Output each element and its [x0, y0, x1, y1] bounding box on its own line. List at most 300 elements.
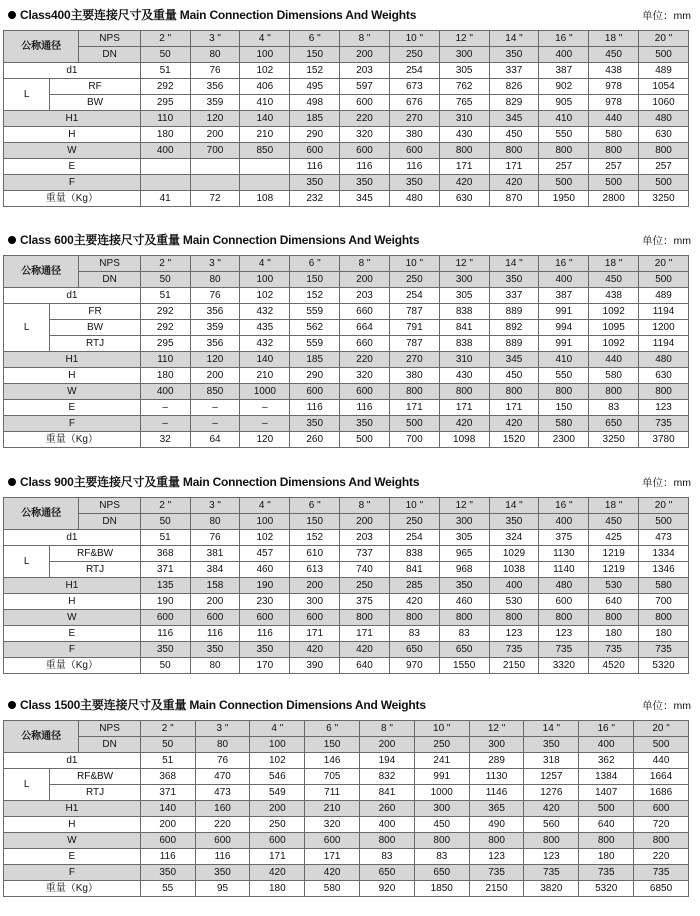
dim-value: 80	[190, 658, 240, 674]
l-value: 384	[190, 562, 240, 578]
dn-value: 250	[414, 737, 469, 753]
l-label: L	[4, 304, 50, 352]
d1-value: 152	[290, 63, 340, 79]
dim-row	[4, 594, 689, 610]
dim-value: 2300	[539, 432, 589, 448]
unit-label: 单位：mm	[642, 700, 691, 712]
dim-value: 171	[305, 849, 360, 865]
dim-value: 171	[439, 400, 489, 416]
dim-value: –	[240, 416, 290, 432]
dim-value: 430	[439, 127, 489, 143]
dim-value: 1850	[414, 881, 469, 897]
dim-value: 500	[589, 175, 639, 191]
dim-value: 920	[360, 881, 415, 897]
dim-value: 116	[290, 159, 340, 175]
d1-value: 473	[639, 530, 689, 546]
nps-value: 10 "	[389, 498, 439, 514]
l-value: 498	[290, 95, 340, 111]
dim-value: 800	[389, 610, 439, 626]
d1-value: 362	[579, 753, 634, 769]
dim-value: 270	[389, 352, 439, 368]
dim-row	[4, 833, 689, 849]
dim-value: 116	[340, 400, 390, 416]
nps-value: 4 "	[240, 256, 290, 272]
dim-value: 420	[439, 175, 489, 191]
dn-value: 300	[439, 272, 489, 288]
l-label: L	[4, 769, 50, 801]
dim-value: 5320	[579, 881, 634, 897]
dn-value: 250	[389, 47, 439, 63]
class-1500-section	[0, 694, 700, 894]
l-value: 292	[140, 304, 190, 320]
l-value: 791	[389, 320, 439, 336]
d1-value: 489	[639, 63, 689, 79]
l-value: 356	[190, 304, 240, 320]
section-title	[8, 696, 426, 713]
dim-value: 600	[389, 143, 439, 159]
dim-value: 200	[190, 127, 240, 143]
dim-value: 600	[634, 801, 689, 817]
dim-value: 285	[389, 578, 439, 594]
dim-value: 116	[240, 626, 290, 642]
l-value: 432	[240, 336, 290, 352]
d1-value: 289	[469, 753, 524, 769]
dn-value: 300	[439, 47, 489, 63]
d1-value: 203	[340, 530, 390, 546]
dim-value: –	[190, 416, 240, 432]
d1-value: 254	[389, 288, 439, 304]
dim-value: 200	[140, 817, 195, 833]
dim-value: 220	[634, 849, 689, 865]
dn-row	[4, 47, 689, 63]
dim-value: 171	[489, 159, 539, 175]
dim-value: 55	[140, 881, 195, 897]
l-value: 991	[539, 336, 589, 352]
nominal-size-header: 公称通径	[4, 721, 79, 753]
dim-value: 320	[340, 127, 390, 143]
dim-value: 83	[414, 849, 469, 865]
d1-value: 152	[290, 288, 340, 304]
dim-value: 350	[290, 416, 340, 432]
dn-value: 200	[340, 272, 390, 288]
dn-value: 450	[589, 514, 639, 530]
dim-value: 220	[195, 817, 250, 833]
dim-label: H	[4, 127, 141, 143]
dim-value: 580	[589, 368, 639, 384]
dim-value: 350	[340, 175, 390, 191]
d1-row	[4, 753, 689, 769]
dim-value: 50	[140, 658, 190, 674]
dn-value: 350	[489, 47, 539, 63]
dim-value: 200	[190, 368, 240, 384]
dim-value: 440	[589, 352, 639, 368]
l-value: 762	[439, 79, 489, 95]
dn-value: 200	[340, 514, 390, 530]
dim-row	[4, 432, 689, 448]
l-value: 965	[439, 546, 489, 562]
dim-value: 970	[389, 658, 439, 674]
l-sub-label: RTJ	[50, 562, 140, 578]
dn-label: DN	[79, 514, 140, 530]
dim-value: 450	[414, 817, 469, 833]
nps-value: 12 "	[469, 721, 524, 737]
dn-value: 250	[389, 514, 439, 530]
dim-value: 180	[140, 127, 190, 143]
dim-label: H1	[4, 352, 141, 368]
class-900-section	[0, 471, 700, 671]
d1-value: 425	[589, 530, 639, 546]
d1-value: 305	[439, 288, 489, 304]
dn-value: 100	[240, 514, 290, 530]
dim-value: 600	[290, 610, 340, 626]
dim-row	[4, 801, 689, 817]
nps-value: 10 "	[389, 256, 439, 272]
l-value: 559	[290, 304, 340, 320]
dim-value: 72	[190, 191, 240, 207]
section-title-text: Class400主要连接尺寸及重量 Main Connection Dimensions And Weights	[20, 8, 417, 22]
l-value: 368	[140, 769, 195, 785]
dim-value: 800	[360, 833, 415, 849]
dim-value: 400	[140, 384, 190, 400]
l-value: 838	[439, 336, 489, 352]
dn-value: 80	[195, 737, 250, 753]
l-label: L	[4, 546, 50, 578]
nominal-size-header: 公称通径	[4, 498, 79, 530]
l-value: 460	[240, 562, 290, 578]
class-600-section	[0, 229, 700, 445]
nps-value: 8 "	[360, 721, 415, 737]
dim-value: 116	[140, 849, 195, 865]
dim-value: 180	[140, 368, 190, 384]
dn-label: DN	[79, 47, 140, 63]
nps-row	[4, 721, 689, 737]
bullet-icon	[8, 478, 16, 486]
dim-value: 800	[589, 143, 639, 159]
dim-value: 700	[389, 432, 439, 448]
dim-value: 257	[639, 159, 689, 175]
dim-value: 320	[305, 817, 360, 833]
nps-value: 2 "	[140, 31, 190, 47]
l-value: 905	[539, 95, 589, 111]
dim-value: 450	[489, 368, 539, 384]
dim-value: 350	[290, 175, 340, 191]
dim-value: 580	[305, 881, 360, 897]
dim-value: –	[140, 416, 190, 432]
dim-value: 800	[524, 833, 579, 849]
l-value: 613	[290, 562, 340, 578]
spec-table	[3, 720, 689, 897]
dn-value: 50	[140, 47, 190, 63]
l-value: 978	[589, 79, 639, 95]
nps-value: 6 "	[290, 31, 340, 47]
dim-value: 140	[140, 801, 195, 817]
l-value: 597	[340, 79, 390, 95]
nps-row	[4, 256, 689, 272]
l-value: 406	[240, 79, 290, 95]
l-value: 473	[195, 785, 250, 801]
l-value: 1219	[589, 562, 639, 578]
dim-value: 580	[639, 578, 689, 594]
l-value: 1334	[639, 546, 689, 562]
dim-value: 600	[290, 143, 340, 159]
dn-value: 200	[360, 737, 415, 753]
dim-value: 95	[195, 881, 250, 897]
l-value: 359	[190, 320, 240, 336]
dim-value: 420	[290, 642, 340, 658]
l-value: 1257	[524, 769, 579, 785]
l-value: 1092	[589, 304, 639, 320]
l-value: 705	[305, 769, 360, 785]
section-title-text: Class 600主要连接尺寸及重量 Main Connection Dimensions And Weights	[20, 233, 420, 247]
dn-value: 400	[539, 47, 589, 63]
d1-value: 241	[414, 753, 469, 769]
nps-value: 18 "	[589, 498, 639, 514]
nps-value: 10 "	[414, 721, 469, 737]
l-value: 292	[140, 320, 190, 336]
dim-value: 400	[489, 578, 539, 594]
l-value: 787	[389, 336, 439, 352]
nps-value: 8 "	[340, 256, 390, 272]
unit-label: 单位：mm	[642, 235, 691, 247]
dn-value: 500	[634, 737, 689, 753]
l-value: 902	[539, 79, 589, 95]
dim-value: 350	[140, 642, 190, 658]
nps-value: 8 "	[340, 498, 390, 514]
nps-value: 6 "	[290, 498, 340, 514]
l-value: 600	[340, 95, 390, 111]
l-label: L	[4, 79, 50, 111]
nominal-size-header: 公称通径	[4, 31, 79, 63]
dim-value: 650	[389, 642, 439, 658]
dim-value: 171	[250, 849, 305, 865]
dim-value: 83	[589, 400, 639, 416]
l-value: 356	[190, 79, 240, 95]
dn-label: DN	[79, 272, 140, 288]
dim-value: 2150	[469, 881, 524, 897]
dim-value: 550	[539, 368, 589, 384]
d1-value: 254	[389, 63, 439, 79]
dim-value: 500	[579, 801, 634, 817]
dim-value: 150	[539, 400, 589, 416]
dim-value: 300	[414, 801, 469, 817]
d1-value: 203	[340, 63, 390, 79]
dn-value: 450	[589, 272, 639, 288]
l-value: 495	[290, 79, 340, 95]
dim-value: 123	[524, 849, 579, 865]
dim-value: 600	[290, 384, 340, 400]
dn-value: 100	[240, 272, 290, 288]
dim-value: 800	[439, 610, 489, 626]
dim-value: 160	[195, 801, 250, 817]
l-row	[4, 785, 689, 801]
l-value: 660	[340, 304, 390, 320]
dim-value: 116	[140, 626, 190, 642]
dim-label: H	[4, 817, 141, 833]
nps-row	[4, 31, 689, 47]
d1-value: 440	[634, 753, 689, 769]
dim-value: 120	[190, 352, 240, 368]
dim-value: 735	[634, 865, 689, 881]
d1-value: 152	[290, 530, 340, 546]
dim-value: 420	[250, 865, 305, 881]
dim-value: 735	[469, 865, 524, 881]
l-row	[4, 336, 689, 352]
dim-value: 500	[389, 416, 439, 432]
dim-value: 600	[539, 594, 589, 610]
dim-value: 232	[290, 191, 340, 207]
nps-value: 4 "	[240, 498, 290, 514]
dn-value: 350	[489, 514, 539, 530]
l-value: 765	[439, 95, 489, 111]
spec-table	[3, 255, 689, 448]
nps-value: 16 "	[579, 721, 634, 737]
dim-label: 重量（Kg）	[4, 432, 141, 448]
dim-value: 200	[190, 594, 240, 610]
nps-value: 3 "	[190, 498, 240, 514]
l-value: 1686	[634, 785, 689, 801]
dn-value: 400	[579, 737, 634, 753]
section-title	[8, 231, 419, 248]
section-title	[8, 6, 416, 23]
dim-row	[4, 865, 689, 881]
dim-value: 345	[489, 111, 539, 127]
l-value: 829	[489, 95, 539, 111]
dim-row	[4, 626, 689, 642]
spec-table	[3, 30, 689, 207]
nps-value: 14 "	[489, 498, 539, 514]
dim-value: 200	[290, 578, 340, 594]
nps-label: NPS	[79, 721, 140, 737]
dim-value: 390	[290, 658, 340, 674]
l-value: 559	[290, 336, 340, 352]
dim-value	[140, 159, 190, 175]
dim-value	[240, 159, 290, 175]
l-value: 740	[340, 562, 390, 578]
dn-value: 150	[305, 737, 360, 753]
nps-value: 14 "	[489, 256, 539, 272]
dim-value: 120	[240, 432, 290, 448]
l-value: 1194	[639, 336, 689, 352]
d1-label: d1	[4, 63, 141, 79]
l-row	[4, 769, 689, 785]
d1-value: 254	[389, 530, 439, 546]
l-value: 1038	[489, 562, 539, 578]
dim-value: 180	[250, 881, 305, 897]
d1-value: 102	[250, 753, 305, 769]
dim-value: 350	[195, 865, 250, 881]
d1-value: 51	[140, 63, 190, 79]
l-value: 1060	[639, 95, 689, 111]
nps-value: 3 "	[190, 256, 240, 272]
dim-value	[240, 175, 290, 191]
dim-label: E	[4, 400, 141, 416]
dn-value: 100	[250, 737, 305, 753]
dim-value: 171	[340, 626, 390, 642]
dim-value: 650	[439, 642, 489, 658]
dim-value: 800	[639, 610, 689, 626]
dim-value: 210	[305, 801, 360, 817]
nps-value: 20 "	[639, 498, 689, 514]
d1-value: 102	[240, 288, 290, 304]
dim-value: 420	[524, 801, 579, 817]
dim-value: 800	[414, 833, 469, 849]
dim-value: 400	[140, 143, 190, 159]
d1-label: d1	[4, 530, 141, 546]
class-400-section	[0, 4, 700, 204]
dim-value: 300	[290, 594, 340, 610]
dn-value: 500	[639, 514, 689, 530]
l-value: 737	[340, 546, 390, 562]
dim-value: 800	[589, 610, 639, 626]
dim-value: –	[240, 400, 290, 416]
nps-value: 2 "	[140, 256, 190, 272]
dn-value: 350	[524, 737, 579, 753]
dn-value: 400	[539, 272, 589, 288]
l-value: 549	[250, 785, 305, 801]
dim-value: 3820	[524, 881, 579, 897]
dim-value: 600	[340, 143, 390, 159]
section-title-text: Class 1500主要连接尺寸及重量 Main Connection Dimensions And Weights	[20, 698, 426, 712]
dim-value: 870	[489, 191, 539, 207]
d1-value: 305	[439, 63, 489, 79]
d1-value: 76	[195, 753, 250, 769]
dim-value: 640	[589, 594, 639, 610]
d1-value: 489	[639, 288, 689, 304]
dim-label: E	[4, 159, 141, 175]
dn-value: 50	[140, 514, 190, 530]
dim-label: W	[4, 833, 141, 849]
dim-label: E	[4, 626, 141, 642]
d1-value: 337	[489, 63, 539, 79]
dim-value: 800	[634, 833, 689, 849]
dim-value: 800	[539, 143, 589, 159]
dn-value: 80	[190, 514, 240, 530]
dn-value: 80	[190, 272, 240, 288]
dim-label: E	[4, 849, 141, 865]
l-value: 991	[539, 304, 589, 320]
l-value: 1095	[589, 320, 639, 336]
dn-value: 100	[240, 47, 290, 63]
l-row	[4, 546, 689, 562]
l-value: 1276	[524, 785, 579, 801]
unit-label: 单位：mm	[642, 10, 691, 22]
nps-value: 2 "	[140, 498, 190, 514]
dim-value: 735	[639, 642, 689, 658]
dim-value: 480	[639, 352, 689, 368]
dim-label: H1	[4, 578, 141, 594]
l-value: 470	[195, 769, 250, 785]
dim-value: 700	[639, 594, 689, 610]
dim-label: 重量（Kg）	[4, 881, 141, 897]
spec-table	[3, 497, 689, 674]
dim-value: 185	[290, 111, 340, 127]
l-value: 1092	[589, 336, 639, 352]
d1-value: 76	[190, 288, 240, 304]
dim-value: 32	[140, 432, 190, 448]
dim-label: H	[4, 594, 141, 610]
dn-value: 300	[469, 737, 524, 753]
dim-label: F	[4, 865, 141, 881]
dn-value: 150	[290, 47, 340, 63]
dim-row	[4, 642, 689, 658]
dim-value: 580	[589, 127, 639, 143]
dim-value: 1550	[439, 658, 489, 674]
dim-value: 630	[639, 127, 689, 143]
d1-value: 102	[240, 530, 290, 546]
dim-value: 350	[439, 578, 489, 594]
nps-value: 16 "	[539, 256, 589, 272]
dim-value: –	[190, 400, 240, 416]
